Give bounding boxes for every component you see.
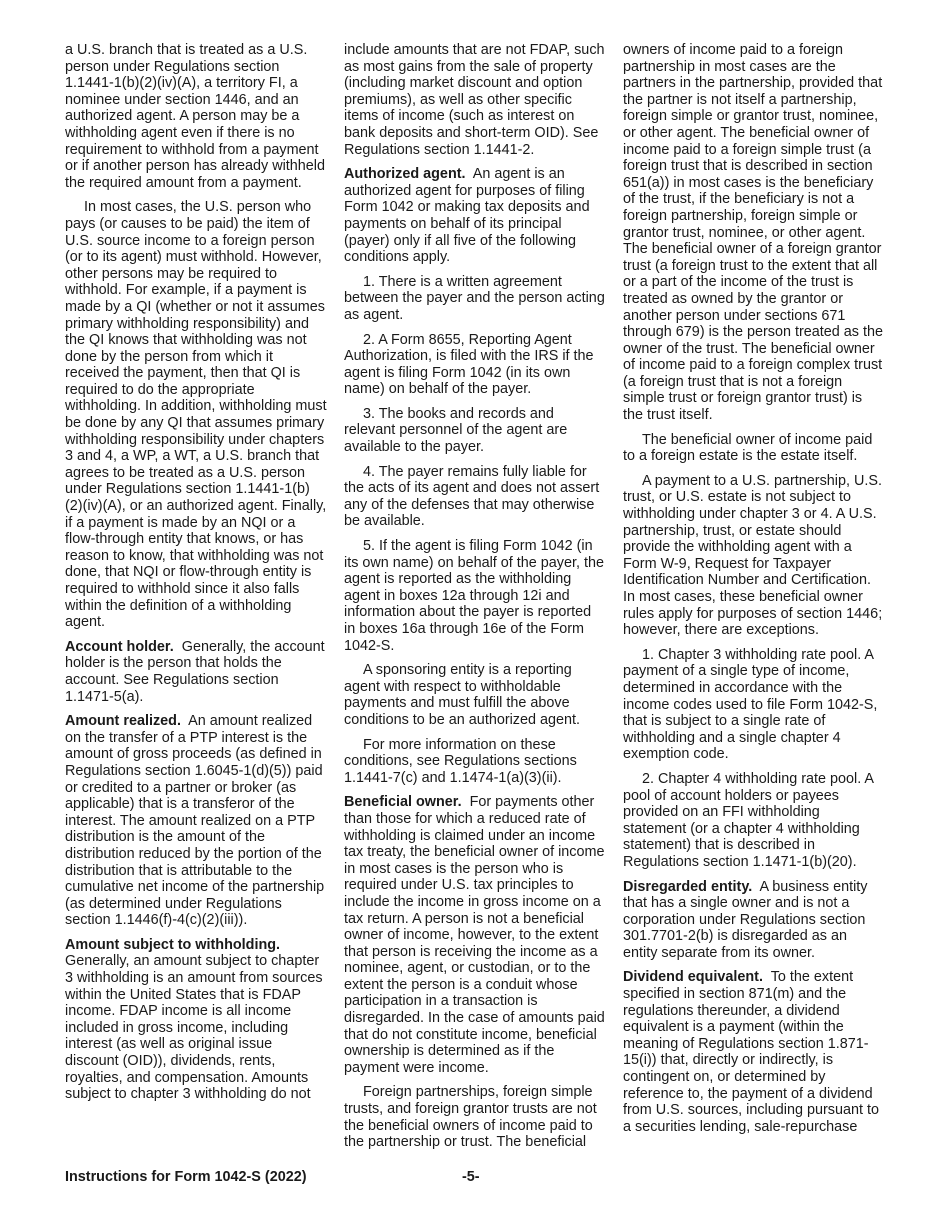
- paragraph: [65, 199, 327, 630]
- list-item: [344, 406, 606, 456]
- text-column-3: [623, 42, 885, 1143]
- paragraph-text: A payment to a U.S. partnership, U.S. trust, or U.S. estate is not subject to withholding under chapter 3 or 4. A U.S. partnership, trust, or estate should provide the withholding agent with a Form W-9, Request for Taxpayer Identification Number and Certification. In most cases, these beneficial owner rules apply for purposes of section 1446; however, there are exceptions.: [623, 472, 883, 639]
- paragraph: [344, 42, 606, 158]
- paragraph-text: An agent is an authorized agent for purposes of filing Form 1042 or making tax deposits and payments on behalf of its principal (payer) only if all five of the following conditions apply.: [344, 166, 590, 266]
- definition-amount-subject-to-withholding: [65, 937, 327, 1103]
- paragraph-text: Generally, an amount subject to chapter 3 withholding is an amount from sources within the United States that is FDAP income. FDAP income is all income included in gross income, including interest (as well as original issue discount (OID)), dividends, rents, royalties, and compensation. Amounts subject to chapter 3 withholding do not: [65, 953, 323, 1103]
- list-item: [344, 274, 606, 324]
- paragraph-text: 3. The books and records and relevant personnel of the agent are available to the payer.: [344, 405, 568, 456]
- paragraph-text: A sponsoring entity is a reporting agent with respect to withholdable payments and must fulfill the above conditions to be an authorized agent.: [344, 662, 581, 728]
- term-heading: Amount subject to withholding.: [65, 936, 281, 953]
- term-heading: Amount realized.: [65, 713, 181, 730]
- term-heading: Authorized agent.: [344, 166, 466, 183]
- paragraph-text: include amounts that are not FDAP, such as most gains from the sale of property (including market discount and option premiums), as well as other specific items of income (such as interest on bank deposits and short-term OID). See Regulations section 1.1441-2.: [344, 42, 605, 158]
- paragraph-text: For payments other than those for which a reduced rate of withholding is claimed under an income tax treaty, the beneficial owner of income in most cases is the person who is required under U.S. tax principles to include the income in gross income on a tax return. A person is not a beneficial owner of income, however, to the extent that person is receiving the income as a nominee, agent, or custodian, or to the extent the person is a conduit whose participation in a transaction is disregarded. In the case of amounts paid that do not constitute income, beneficial ownership is determined as if the payment were income.: [344, 794, 605, 1076]
- definition-account-holder: [65, 639, 327, 705]
- paragraph-text: An amount realized on the transfer of a PTP interest is the amount of gross proceeds (as defined in Regulations section 1.6045-1(d)(5)) paid or credited to a partner or broker (as applicable) that is a transferor of the interest. The amount realized on a PTP distribution is the amount of the distribution reduced by the portion of the distribution that is attributable to the cumulative net income of the partnership (as determined under Regulations section 1.1446(f)-4(c)(2)(iii)).: [65, 713, 325, 929]
- term-heading: Beneficial owner.: [344, 794, 462, 811]
- paragraph-text: 4. The payer remains fully liable for the acts of its agent and does not assert any of the defenses that may otherwise be available.: [344, 463, 600, 530]
- paragraph-text: 1. Chapter 3 withholding rate pool. A payment of a single type of income, determined in accordance with the income codes used to file Form 1042-S, that is subject to a single rate of withholding and a single chapter 4 exemption code.: [623, 646, 878, 763]
- definition-dividend-equivalent: [623, 969, 885, 1135]
- paragraph-text: To the extent specified in section 871(m) and the regulations thereunder, a dividend equivalent is a payment (within the meaning of Regulations section 1.871-15(i)) that, directly or indirectly, is contingent on, or determined by reference to, the payment of a dividend from U.S. sources, including pursuant to a securities lending, sale-repurchase: [623, 969, 879, 1135]
- paragraph: [344, 737, 606, 787]
- paragraph: [344, 662, 606, 728]
- text-column-2: [344, 42, 606, 1159]
- paragraph-text: Foreign partnerships, foreign simple trusts, and foreign grantor trusts are not the beneficial owners of income paid to the partnership or trust. The beneficial: [344, 1084, 597, 1151]
- paragraph: [344, 1084, 606, 1150]
- list-item: [344, 332, 606, 398]
- paragraph: [65, 42, 327, 191]
- paragraph-text: The beneficial owner of income paid to a foreign estate is the estate itself.: [623, 431, 873, 465]
- paragraph: [623, 432, 885, 465]
- definition-amount-realized: [65, 713, 327, 929]
- paragraph-text: In most cases, the U.S. person who pays (or causes to be paid) the item of U.S. source income to a foreign person (or to its agent) must withhold. However, other persons may be required to withhold. For example, if a payment is made by a QI (whether or not it assumes primary withholding responsibility) and the QI knows that withholding was not done by the person from which it received the payment, then that QI is required to do the appropriate withholding. In addition, withholding must be done by any QI that assumes primary withholding responsibility under chapters 3 and 4, a WP, a WT, a U.S. branch that agrees to be treated as a U.S. person under Regulations section 1.1441-1(b)(2)(iv)(A), or an authorized agent. Finally, if a payment is made by an NQI or a flow-through entity that knows, or has reason to know, that withholding was not done, that NQI or flow-through entity is required to withhold since it also falls within the definition of a withholding agent.: [65, 199, 327, 631]
- paragraph-text: Generally, the account holder is the person that holds the account. See Regulations section 1.1471-5(a).: [65, 638, 325, 705]
- definition-authorized-agent: [344, 166, 606, 266]
- paragraph-text: 5. If the agent is filing Form 1042 (in its own name) on behalf of the payer, the agent is reported as the withholding agent in boxes 12a through 12i and information about the payer is reported in boxes 16a through 16e of the Form 1042-S.: [344, 538, 604, 654]
- paragraph-text: A business entity that has a single owner and is not a corporation under Regulations section 301.7701-2(b) is disregarded as an entity separate from its owner.: [623, 878, 868, 961]
- paragraph: [623, 42, 885, 424]
- term-heading: Dividend equivalent.: [623, 969, 763, 986]
- term-heading: Account holder.: [65, 638, 174, 655]
- paragraph: [623, 473, 885, 639]
- paragraph-text: 2. A Form 8655, Reporting Agent Authorization, is filed with the IRS if the agent is filing Form 1042 (in its own name) on behalf of the payer.: [344, 331, 594, 398]
- paragraph-text: For more information on these conditions, see Regulations sections 1.1441-7(c) and 1.1474-1(a)(3)(ii).: [344, 736, 577, 786]
- page-number: -5-: [462, 1169, 480, 1185]
- paragraph-text: 1. There is a written agreement between the payer and the person acting as agent.: [344, 273, 605, 323]
- term-heading: Disregarded entity.: [623, 878, 753, 895]
- list-item: [623, 771, 885, 871]
- text-column-1: [65, 42, 327, 1111]
- list-item: [623, 647, 885, 763]
- list-item: [344, 538, 606, 654]
- definition-disregarded-entity: [623, 879, 885, 962]
- paragraph-text: a U.S. branch that is treated as a U.S. person under Regulations section 1.1441-1(b)(2)(iv)(A), a territory FI, a nominee under section 1446, and an authorized agent. A person may be a withholding agent even if there is no requirement to withhold from a payment or if another person has already withheld the required amount from a payment.: [65, 42, 325, 191]
- footer-form-title: Instructions for Form 1042-S (2022): [65, 1169, 307, 1185]
- list-item: [344, 464, 606, 530]
- paragraph-text: 2. Chapter 4 withholding rate pool. A pool of account holders or payees provided on an FFI withholding statement (or a chapter 4 withholding statement) that is described in Regulations section 1.1471-1(b)(20).: [623, 770, 874, 870]
- definition-beneficial-owner: [344, 794, 606, 1076]
- paragraph-text: owners of income paid to a foreign partnership in most cases are the partners in the partnership, provided that the partner is not itself a partnership, foreign simple or grantor trust, nominee, or other agent. The beneficial owner of income paid to a foreign simple trust (a foreign trust that is described in section 651(a)) in most cases is the beneficiary of the trust, if the beneficiary is not a foreign partnership, foreign simple or grantor trust, nominee, or other agent. The beneficial owner of a foreign grantor trust (a foreign trust to the extent that all or a part of the income of the trust is treated as owned by the grantor or another person under sections 671 through 679) is the person treated as the owner of the trust. The beneficial owner of income paid to a foreign complex trust (a foreign trust that is not a foreign simple trust or foreign grantor trust) is the trust itself.: [623, 42, 884, 424]
